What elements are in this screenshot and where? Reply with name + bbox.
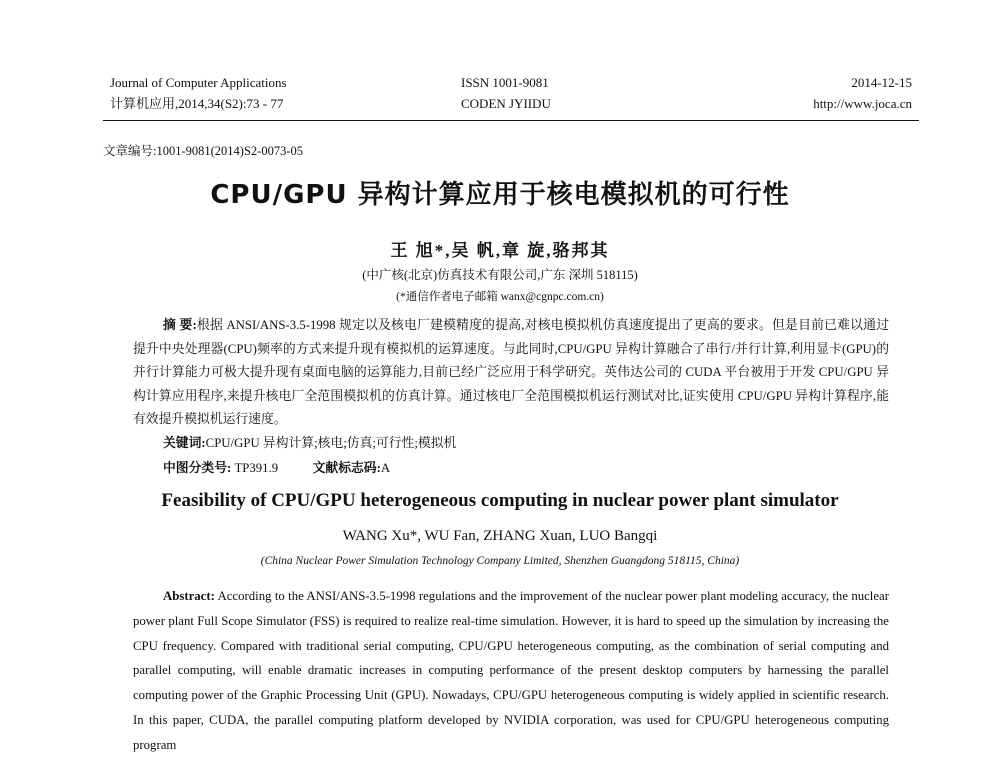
title-cn: CPU/GPU 异构计算应用于核电模拟机的可行性 [210, 180, 790, 210]
journal-url: http://www.joca.cn [813, 96, 912, 111]
affiliation-en: (China Nuclear Power Simulation Technology Company Limited, Shenzhen Guangdong 518115, China) [260, 555, 740, 567]
coden: CODEN JYIIDU [461, 96, 551, 111]
authors-cn: 王 旭*,吴 帆,章 旋,骆邦其 [390, 241, 610, 260]
abstract-en-text: According to the ANSI/ANS-3.5-1998 regulations and the improvement of the nuclear power plant modeling accuracy, the nuclear power plant Full Scope Simulator (FSS) is required to realize real-time simulation. However, it is hard to speed up the simulation by increasing the CPU frequency. Compared with traditional serial computing, CPU/GPU heterogeneous computing, as the combination of serial computing and parallel computing, will enable dramatic increases in computing performance of the present desktop computers by harnessing the parallel computing power of the Graphic Processing Unit (GPU). Nowadays, CPU/GPU heterogeneous computing is widely applied in scientific research. In this paper, CUDA, the parallel computing platform developed by NVIDIA corporation, was used for CPU/GPU heterogeneous computing program [133, 589, 889, 752]
keywords-cn-text: CPU/GPU 异构计算;核电;仿真;可行性;模拟机 [205, 436, 457, 450]
affiliation-cn: (中广核(北京)仿真技术有限公司,广东 深圳 518115) [362, 268, 638, 282]
journal-header-left [110, 72, 287, 114]
clc-label: 中图分类号: [163, 461, 232, 475]
corresponding-email: (*通信作者电子邮箱 wanx@cgnpc.com.cn) [396, 291, 604, 303]
doc-code-value: A [380, 461, 391, 475]
article-number: 文章编号:1001-9081(2014)S2-0073-05 [103, 144, 303, 158]
classification-line [163, 457, 390, 476]
title-en: Feasibility of CPU/GPU heterogeneous computing in nuclear power plant simulator [161, 490, 839, 511]
doc-code-label: 文献标志码: [312, 461, 381, 475]
keywords-cn-label: 关键词: [163, 436, 206, 450]
authors-en: WANG Xu*, WU Fan, ZHANG Xuan, LUO Bangqi [342, 528, 658, 544]
publish-date: 2014-12-15 [851, 75, 912, 90]
abstract-cn-text: 根据 ANSI/ANS-3.5-1998 规定以及核电厂建模精度的提高,对核电模拟机仿真速度提出了更高的要求。但是目前已难以通过提升中央处理器(CPU)频率的方式来提升现有模拟机的运算速度。与此同时,CPU/GPU 异构计算融合了串行/并行计算,利用显卡(GPU)的并行计算能力可极大提升现有桌面电脑的运算能力,目前已经广泛应用于科学研究。英伟达公司的 CUDA 平台被用于开发 CPU/GPU 异构计算应用程序,来提升核电厂全范围模拟机的仿真计算。通过核电厂全范围模拟机运行测试对比,证实使用 CPU/GPU 异构计算程序,能有效提升模拟机运行速度。 [133, 318, 889, 426]
journal-header-right [813, 72, 912, 114]
abstract-en [133, 584, 889, 758]
abstract-cn-label: 摘 要: [163, 318, 197, 332]
issn: ISSN 1001-9081 [461, 75, 549, 90]
abstract-en-label: Abstract: [163, 589, 215, 603]
journal-citation-cn: 计算机应用,2014,34(S2):73 - 77 [110, 96, 284, 111]
header-rule [103, 120, 919, 121]
clc-value: TP391.9 [234, 461, 279, 475]
abstract-cn [133, 314, 889, 432]
journal-header-center [461, 72, 551, 114]
journal-name-en: Journal of Computer Applications [110, 75, 287, 90]
keywords-cn [163, 432, 456, 451]
